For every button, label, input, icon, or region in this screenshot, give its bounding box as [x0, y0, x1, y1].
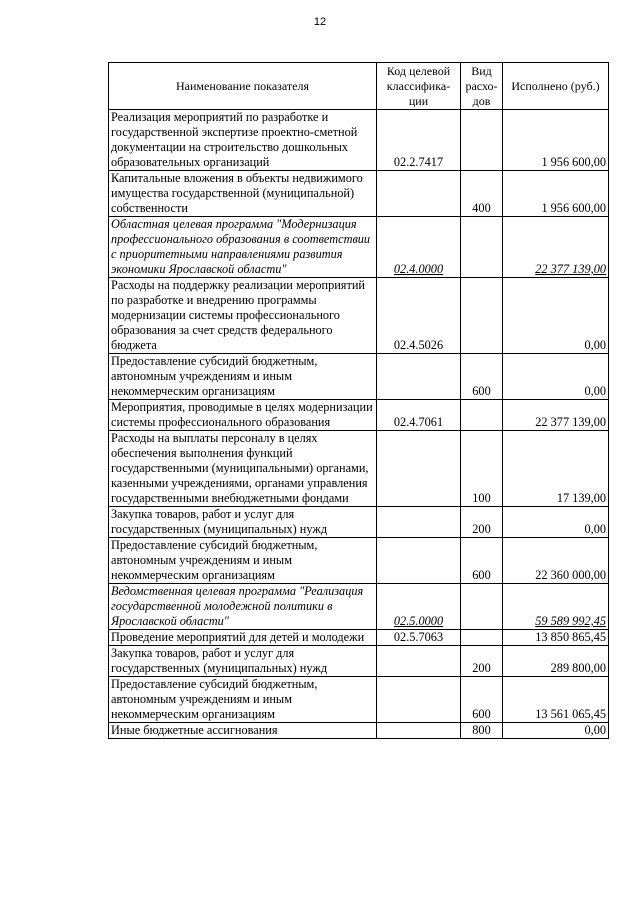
indicator-name-cell: Закупка товаров, работ и услуг для государственных (муниципальных) нужд: [109, 507, 377, 538]
indicator-name-cell: Областная целевая программа "Модернизация профессионального образования в соответствии с приоритетными направлениями развития экономики Ярославской области": [109, 217, 377, 278]
target-code-cell: [377, 538, 461, 584]
indicator-name-cell: Проведение мероприятий для детей и молодежи: [109, 630, 377, 646]
indicator-name-cell: Предоставление субсидий бюджетным, автономным учреждениям и иным некоммерческим организациям: [109, 538, 377, 584]
indicator-name-cell: Капитальные вложения в объекты недвижимого имущества государственной (муниципальной) собственности: [109, 171, 377, 217]
executed-amount-cell: 22 360 000,00: [503, 538, 609, 584]
indicator-name-cell: Расходы на выплаты персоналу в целях обеспечения выполнения функций государственными (муниципальными) органами, казенными учреждениями, органами управления государственными внебюджетными фондами: [109, 431, 377, 507]
program-row: [109, 584, 609, 630]
table-row: [109, 723, 609, 739]
table-row: [109, 646, 609, 677]
executed-amount-cell: 17 139,00: [503, 431, 609, 507]
table-row: [109, 354, 609, 400]
target-code-cell: [377, 507, 461, 538]
indicator-name-cell: Закупка товаров, работ и услуг для государственных (муниципальных) нужд: [109, 646, 377, 677]
target-code-cell: 02.5.7063: [377, 630, 461, 646]
executed-amount-cell: 0,00: [503, 723, 609, 739]
indicator-name-cell: Ведомственная целевая программа "Реализация государственной молодежной политики в Ярославской области": [109, 584, 377, 630]
expense-type-cell: 600: [461, 538, 503, 584]
expense-type-cell: [461, 278, 503, 354]
expense-type-cell: [461, 110, 503, 171]
expense-type-cell: [461, 217, 503, 278]
table-row: [109, 278, 609, 354]
table-row: [109, 630, 609, 646]
indicator-name-cell: Реализация мероприятий по разработке и государственной экспертизе проектно-сметной документации на строительство дошкольных образовательных организаций: [109, 110, 377, 171]
executed-amount-cell: 13 850 865,45: [503, 630, 609, 646]
executed-amount-cell: 0,00: [503, 354, 609, 400]
expenditure-table: [108, 62, 609, 739]
executed-amount-cell: 1 956 600,00: [503, 110, 609, 171]
table-row: [109, 171, 609, 217]
expense-type-cell: 100: [461, 431, 503, 507]
table-row: [109, 431, 609, 507]
executed-amount-cell: 0,00: [503, 278, 609, 354]
indicator-name-cell: Мероприятия, проводимые в целях модернизации системы профессионального образования: [109, 400, 377, 431]
header-expense-type: Вид расхо-дов: [461, 63, 503, 110]
header-indicator-name: Наименование показателя: [109, 63, 377, 110]
executed-amount-cell: 22 377 139,00: [503, 400, 609, 431]
target-code-cell: 02.2.7417: [377, 110, 461, 171]
expense-type-cell: 800: [461, 723, 503, 739]
target-code-cell: [377, 723, 461, 739]
executed-amount-cell: 13 561 065,45: [503, 677, 609, 723]
target-code-cell: 02.4.7061: [377, 400, 461, 431]
target-code-cell: 02.5.0000: [377, 584, 461, 630]
target-code-cell: 02.4.5026: [377, 278, 461, 354]
indicator-name-cell: Иные бюджетные ассигнования: [109, 723, 377, 739]
indicator-name-cell: Предоставление субсидий бюджетным, автономным учреждениям и иным некоммерческим организациям: [109, 354, 377, 400]
executed-amount-cell: 289 800,00: [503, 646, 609, 677]
expense-type-cell: 200: [461, 507, 503, 538]
indicator-name-cell: Расходы на поддержку реализации мероприятий по разработке и внедрению программы модернизации системы профессионального образования за счет средств федерального бюджета: [109, 278, 377, 354]
expense-type-cell: [461, 584, 503, 630]
table-row: [109, 507, 609, 538]
header-target-code: Код целевой классифика-ции: [377, 63, 461, 110]
indicator-name-cell: Предоставление субсидий бюджетным, автономным учреждениям и иным некоммерческим организациям: [109, 677, 377, 723]
table-row: [109, 400, 609, 431]
table-row: [109, 538, 609, 584]
expense-type-cell: 600: [461, 354, 503, 400]
target-code-cell: [377, 431, 461, 507]
header-executed-amount: Исполнено (руб.): [503, 63, 609, 110]
expense-type-cell: [461, 630, 503, 646]
target-code-cell: [377, 646, 461, 677]
table-header-row: [109, 63, 609, 110]
expense-type-cell: 400: [461, 171, 503, 217]
executed-amount-cell: 1 956 600,00: [503, 171, 609, 217]
executed-amount-cell: 59 589 992,45: [503, 584, 609, 630]
target-code-cell: [377, 677, 461, 723]
executed-amount-cell: 22 377 139,00: [503, 217, 609, 278]
target-code-cell: [377, 171, 461, 217]
table-row: [109, 110, 609, 171]
target-code-cell: [377, 354, 461, 400]
program-row: [109, 217, 609, 278]
expense-type-cell: 600: [461, 677, 503, 723]
page-number: 12: [313, 16, 327, 28]
target-code-cell: 02.4.0000: [377, 217, 461, 278]
expense-type-cell: 200: [461, 646, 503, 677]
expense-type-cell: [461, 400, 503, 431]
table-row: [109, 677, 609, 723]
executed-amount-cell: 0,00: [503, 507, 609, 538]
